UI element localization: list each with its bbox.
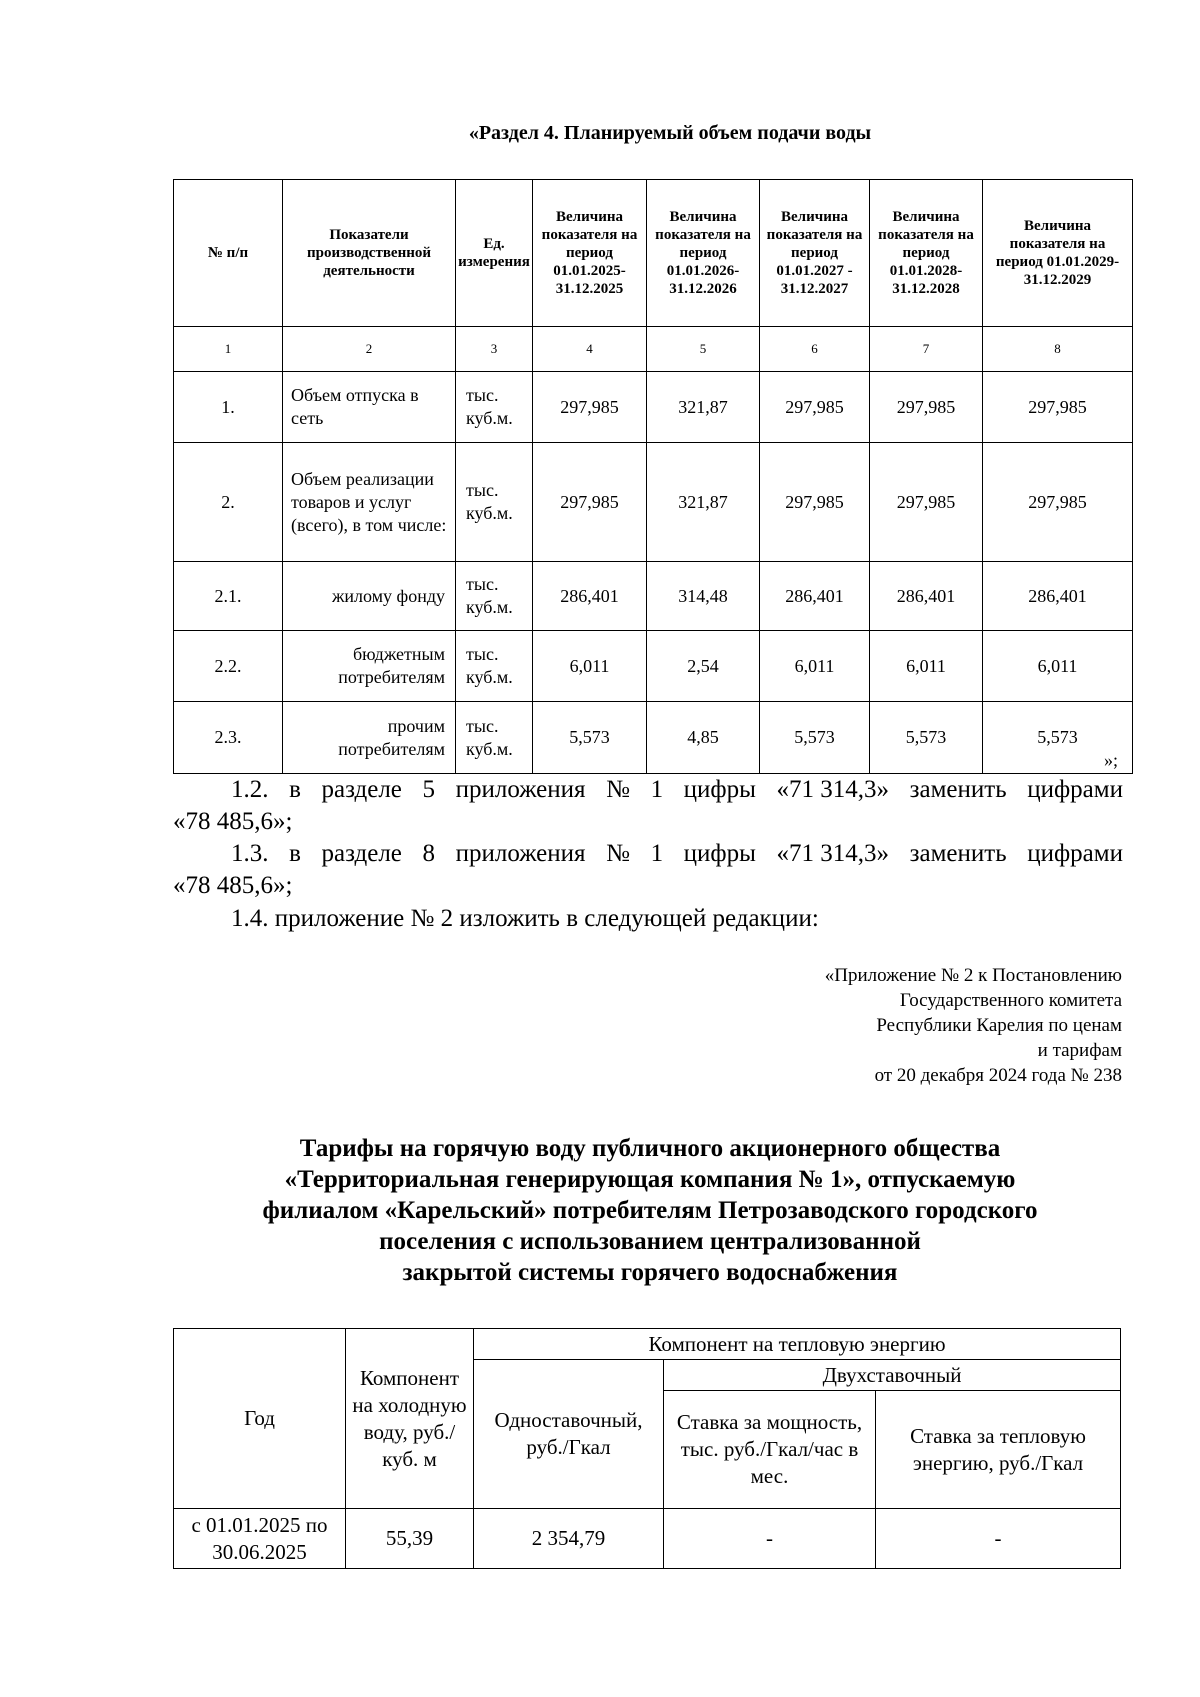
value-cell: 321,87 [647,372,760,443]
tariff-title-line: Тарифы на горячую воду публичного акционерного общества [299,1135,1001,1162]
word: 1.2. [231,776,269,803]
table-row [174,631,1133,702]
unit: тыс. куб.м. [456,702,533,774]
paragraph-1-2-line-1 [231,774,1123,806]
indicator-name: бюджетным потребителям [283,631,456,702]
word: 1.3. [231,840,269,867]
header-cell: № п/п [174,180,283,327]
appendix-line: от 20 декабря 2024 года № 238 [874,1065,1122,1086]
tariff-title-line: «Территориальная генерирующая компания № 1», отпускаемую [284,1166,1016,1193]
paragraph-1-3-line-2: «78 485,6»; [173,872,293,899]
appendix-header [825,963,1122,1088]
header-power-rate: Ставка за мощность, тыс. руб./Гкал/час в мес. [664,1391,876,1509]
tariff-title-line: закрытой системы горячего водоснабжения [402,1259,898,1286]
unit: тыс. куб.м. [456,372,533,443]
header-cell: Ед. измерения [456,180,533,327]
column-number: 4 [533,327,647,372]
value-cell: 6,011 [760,631,870,702]
word: «71 314,3» [776,840,890,867]
indicator-name: Объем реализации товаров и услуг (всего), в том числе: [283,443,456,562]
table-row [174,372,1133,443]
value-cell: 5,573 [870,702,983,774]
unit: тыс. куб.м. [456,631,533,702]
value-cell: 2,54 [647,631,760,702]
tariff-title [180,1133,1120,1288]
indicator-name: жилому фонду [283,562,456,631]
word: заменить [909,840,1007,867]
column-number: 6 [760,327,870,372]
header-cell: Величина показателя на период 01.01.2029-31.12.2029 [983,180,1133,327]
header-energy-rate: Ставка за тепловую энергию, руб./Гкал [876,1391,1121,1509]
value-cell: 297,985 [760,372,870,443]
unit: тыс. куб.м. [456,443,533,562]
word: разделе [321,840,402,867]
header-single-rate: Одноставочный, руб./Гкал [474,1360,664,1509]
value-cell: 5,573 [983,702,1133,774]
row-number: 2.2. [174,631,283,702]
table-closing-quote: »; [1104,750,1119,770]
paragraph-1-3-line-1 [231,838,1123,870]
section-title: «Раздел 4. Планируемый объем подачи воды [468,122,872,144]
table-row [174,443,1133,562]
row-number: 2.3. [174,702,283,774]
value-cell: 297,985 [983,443,1133,562]
header-cell: Величина показателя на период 01.01.2026-31.12.2026 [647,180,760,327]
appendix-line: «Приложение № 2 к Постановлению [824,965,1122,986]
unit: тыс. куб.м. [456,562,533,631]
table-row [174,702,1133,774]
cold-water-value: 55,39 [346,1509,474,1569]
word: цифрами [1027,840,1123,867]
word: 5 [422,776,436,803]
column-number: 2 [283,327,456,372]
header-cell: Величина показателя на период 01.01.2028-31.12.2028 [870,180,983,327]
header-heat-component: Компонент на тепловую энергию [474,1329,1121,1360]
value-cell: 297,985 [870,372,983,443]
tariff-title-line: поселения с использованием централизованной [379,1228,921,1255]
value-cell: 6,011 [533,631,647,702]
header-two-part: Двухставочный [664,1360,1121,1391]
column-number-row [174,327,1133,372]
value-cell: 297,985 [870,443,983,562]
column-number: 7 [870,327,983,372]
indicator-name: Объем отпуска в сеть [283,372,456,443]
value-cell: 5,573 [760,702,870,774]
value-cell: 297,985 [983,372,1133,443]
tariff-title-line: филиалом «Карельский» потребителям Петрозаводского городского [262,1197,1038,1224]
row-number: 2.1. [174,562,283,631]
word: в [289,776,301,803]
word: № [606,840,630,867]
value-cell: 297,985 [533,443,647,562]
column-number: 1 [174,327,283,372]
energy-rate-value: - [876,1509,1121,1569]
value-cell: 297,985 [533,372,647,443]
header-cell: Величина показателя на период 01.01.2027 - 31.12.2027 [760,180,870,327]
value-cell: 286,401 [533,562,647,631]
tariff-header-row-1 [174,1329,1121,1360]
value-cell: 5,573 [533,702,647,774]
column-number: 3 [456,327,533,372]
value-cell: 286,401 [870,562,983,631]
word: «71 314,3» [776,776,890,803]
single-rate-value: 2 354,79 [474,1509,664,1569]
column-number: 8 [983,327,1133,372]
tariff-table [173,1328,1121,1569]
water-volume-table [173,179,1133,774]
word: № [606,776,630,803]
word: приложения [455,776,586,803]
header-year: Год [174,1329,346,1509]
paragraph-1-2-line-2: «78 485,6»; [173,808,293,835]
appendix-line: Государственного комитета [899,990,1122,1011]
word: 1 [650,840,664,867]
word: заменить [909,776,1007,803]
value-cell: 286,401 [760,562,870,631]
word: 1 [650,776,664,803]
value-cell: 4,85 [647,702,760,774]
value-cell: 297,985 [760,443,870,562]
word: приложения [455,840,586,867]
paragraph-1-4: 1.4. приложение № 2 изложить в следующей редакции: [231,905,819,932]
table-row [174,1509,1121,1569]
period-cell: с 01.01.2025 по 30.06.2025 [174,1509,346,1569]
row-number: 2. [174,443,283,562]
row-number: 1. [174,372,283,443]
word: цифры [683,840,756,867]
appendix-line: Республики Карелия по ценам [876,1015,1122,1036]
value-cell: 6,011 [983,631,1133,702]
indicator-name: прочим потребителям [283,702,456,774]
header-cell: Величина показателя на период 01.01.2025-31.12.2025 [533,180,647,327]
value-cell: 314,48 [647,562,760,631]
column-number: 5 [647,327,760,372]
appendix-line: и тарифам [1037,1040,1122,1061]
word: 8 [422,840,436,867]
power-rate-value: - [664,1509,876,1569]
table-row [174,562,1133,631]
value-cell: 286,401 [983,562,1133,631]
value-cell: 321,87 [647,443,760,562]
word: цифры [683,776,756,803]
header-cold-water: Компонент на холодную воду, руб./куб. м [346,1329,474,1509]
header-cell: Показатели производственной деятельности [283,180,456,327]
table-header-row [174,180,1133,327]
word: цифрами [1027,776,1123,803]
word: в [289,840,301,867]
word: разделе [321,776,402,803]
value-cell: 6,011 [870,631,983,702]
